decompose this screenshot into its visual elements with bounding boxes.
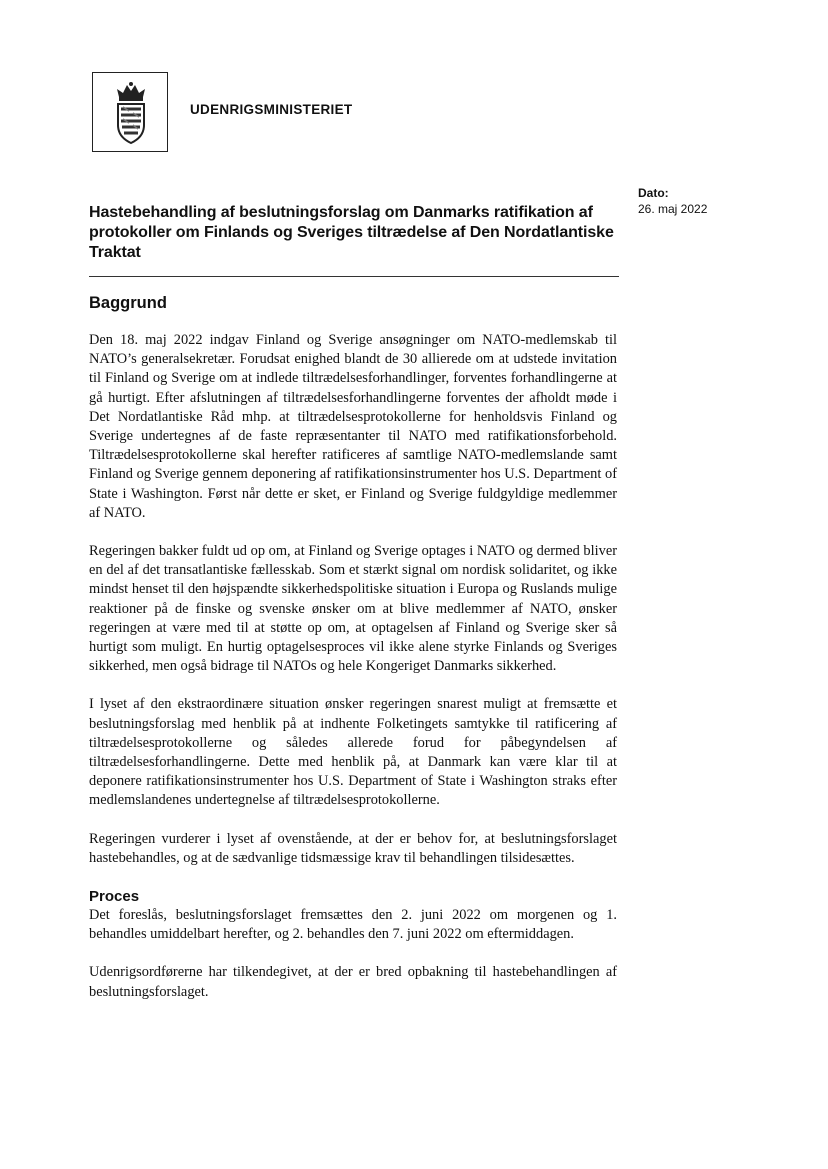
paragraph: I lyset af den ekstraordinære situation ønsker regeringen snarest muligt at fremsætte et beslutningsforslag med henblik på at indhente Folketingets samtykke til ratificering af tiltrædelsesprotokollerne og således allerede forud for påbegyndelsen af tiltrædelsesforhandlingerne. Dette med henblik på, at Danmark kan være klar til at deponere ratifikationsinstrumenter hos U.S. Department of State i Washington straks efter medlemslandenes undertegnelse af tiltrædelsesprotokollerne. — [89, 696, 617, 809]
paragraph: Regeringen vurderer i lyset af ovenstående, at der er behov for, at beslutningsforslaget hastebehandles, og at de sædvanlige tidsmæssige krav til behandlingen tilsidesættes. — [89, 830, 617, 866]
date-value: 26. maj 2022 — [638, 202, 708, 216]
royal-coat-of-arms-icon — [111, 81, 151, 145]
paragraph: Udenrigsordførerne har tilkendegivet, at der er bred opbakning til hastebehandlingen af beslutningsforslaget. — [89, 964, 617, 1000]
paragraph: Den 18. maj 2022 indgav Finland og Sverige ansøgninger om NATO-medlemskab til NATO’s generalsekretær. Forudsat enighed blandt de 30 allierede om at udstede invitation til Finland og Sverige om at indlede tiltrædelsesforhandlinger, forventes forhandlingerne at gå hurtigt. Efter afslutningen af tiltrædelsesforhandlingerne forventes der afholdt møde i Det Nordatlantiske Råd mhp. at tiltrædelsesprotokollerne for henholdsvis Finland og Sverige undertegnes af de faste repræsentanter til NATO med ratifikationsforbehold. Tiltrædelsesprotokollerne skal herefter ratificeres af samtlige NATO-medlemslande samt Finland og Sverige gennem deponering af ratifikationsinstrumenter hos U.S. Department of State i Washington. Først når dette er sket, er Finland og Sverige fuldgyldige medlemmer af NATO. — [89, 332, 617, 521]
section-heading-baggrund: Baggrund — [89, 294, 167, 312]
document-title: Hastebehandling af beslutningsforslag om Danmarks ratifikation af protokoller om Finlands og Sveriges tiltrædelse af Den Nordatlantiske Traktat — [89, 204, 614, 261]
ministry-logo — [92, 72, 168, 152]
title-divider — [89, 276, 619, 277]
paragraph: Det foreslås, beslutningsforslaget fremsættes den 2. juni 2022 om morgenen og 1. behandles umiddelbart herefter, og 2. behandles den 7. juni 2022 om eftermiddagen. — [89, 907, 617, 943]
paragraph: Regeringen bakker fuldt ud op om, at Finland og Sverige optages i NATO og dermed bliver en del af det transatlantiske fællesskab. Som et stærkt signal om nordisk solidaritet, og ikke mindst henset til den højspændte sikkerhedspolitiske situation i Europa og Ruslands mulige reaktioner på de finske og svenske ønsker om at blive medlemmer af NATO, ønsker regeringen at være med til at støtte op om, at optagelsen af Finland og Sverige sker så hurtigt som muligt. En hurtig optagelsesproces vil ikke alene styrke Finlands og Sveriges sikkerhed, men også bidrage til NATOs og hele Kongeriget Danmarks sikkerhed. — [89, 543, 617, 675]
date-label: Dato: — [638, 186, 669, 200]
ministry-name: UDENRIGSMINISTERIET — [190, 102, 353, 117]
section-heading-proces: Proces — [89, 888, 140, 906]
document-body — [89, 331, 617, 1021]
